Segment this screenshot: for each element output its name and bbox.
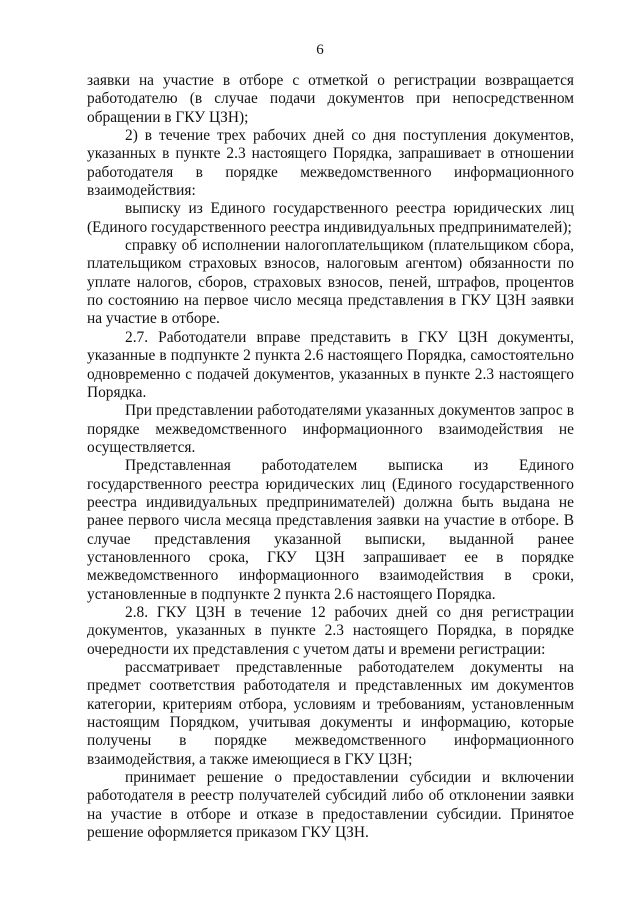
paragraph: 2.8. ГКУ ЦЗН в течение 12 рабочих дней со дня регистрации документов, указанных в пункте 2.3 настоящего Порядка, в порядке очередности их представления с учетом даты и времени регистрации: (87, 603, 574, 658)
document-body (87, 72, 574, 842)
paragraph: выписку из Единого государственного реестра юридических лиц (Единого государственного реестра индивидуальных предпринимателей); (87, 200, 574, 236)
paragraph: 2.7. Работодатели вправе представить в ГКУ ЦЗН документы, указанные в подпункте 2 пункта 2.6 настоящего Порядка, самостоятельно одновременно с подачей документов, указанных в пункте 2.3 настоящего Порядка. (87, 328, 574, 401)
paragraph: рассматривает представленные работодателем документы на предмет соответствия работодателя и представленных им документов категории, критериям отбора, условиям и требованиям, установленным настоящим Порядком, учитывая документы и информацию, которые получены в порядке межведомственного информационного взаимодействия, а также имеющиеся в ГКУ ЦЗН; (87, 659, 574, 768)
paragraph: При представлении работодателями указанных документов запрос в порядке межведомственного информационного взаимодействия не осуществляется. (87, 402, 574, 456)
paragraph: справку об исполнении налогоплательщиком (плательщиком сбора, плательщиком страховых взносов, налоговым агентом) обязанности по уплате налогов, сборов, страховых взносов, пеней, штрафов, процентов по состоянию на первое число месяца представления в ГКУ ЦЗН заявки на участие в отборе. (87, 237, 574, 328)
paragraph: принимает решение о предоставлении субсидии и включении работодателя в реестр получателей субсидий либо об отклонении заявки на участие в отборе и отказе в предоставлении субсидии. Принятое решение оформляется приказом ГКУ ЦЗН. (87, 769, 574, 842)
paragraph: Представленная работодателем выписка из Единого государственного реестра юридических лиц (Единого государственного реестра индивидуальных предпринимателей) должна быть выдана не ранее первого числа месяца представления заявки на участие в отборе. В случае представления указанной выписки, выданной ранее установленного срока, ГКУ ЦЗН запрашивает ее в порядке межведомственного информационного взаимодействия в сроки, установленные в подпункте 2 пункта 2.6 настоящего Порядка. (87, 457, 574, 603)
paragraph: 2) в течение трех рабочих дней со дня поступления документов, указанных в пункте 2.3 настоящего Порядка, запрашивает в отношении работодателя в порядке межведомственного информационного взаимодействия: (87, 127, 574, 200)
page-number: 6 (316, 42, 324, 58)
paragraph: заявки на участие в отборе с отметкой о регистрации возвращается работодателю (в случае подачи документов при непосредственном обращении в ГКУ ЦЗН); (87, 72, 574, 126)
